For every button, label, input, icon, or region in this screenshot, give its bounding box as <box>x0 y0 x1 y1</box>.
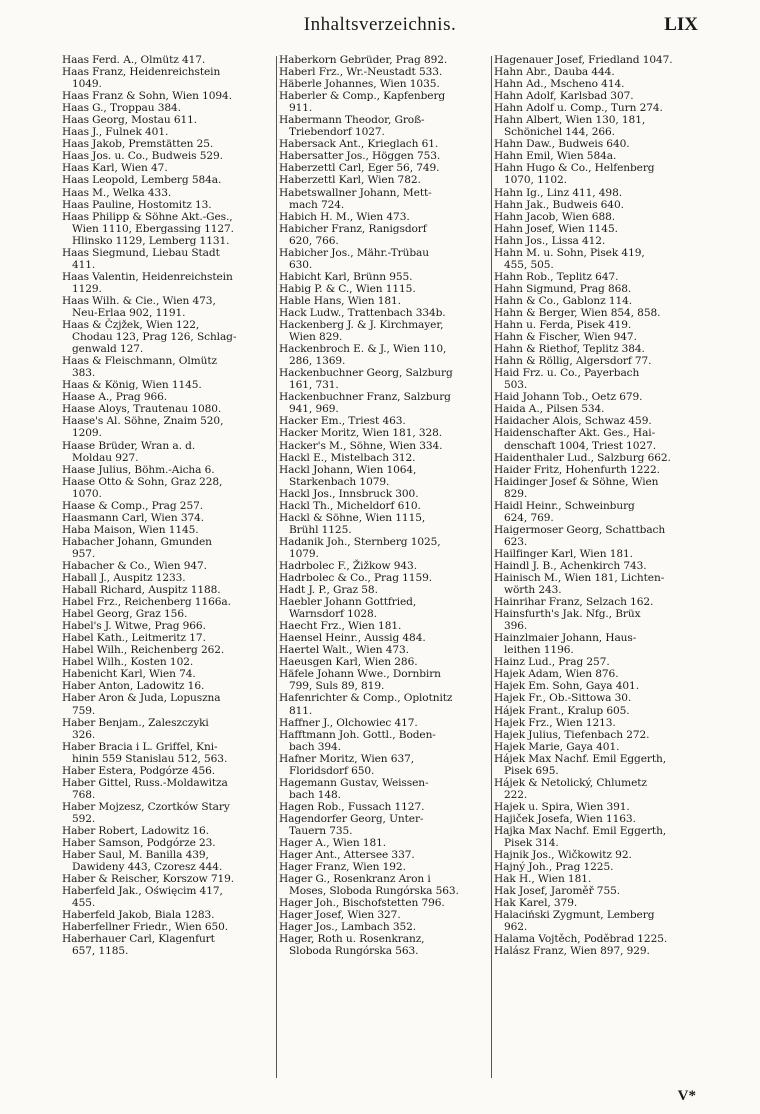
index-entry-line: 657, 1185. <box>72 945 129 958</box>
index-entry-line: Warnsdorf 1028. <box>289 608 377 621</box>
index-entry-line: genwald 127. <box>72 343 144 356</box>
index-entry-line: Haas Leopold, Lemberg 584a. <box>62 174 222 187</box>
index-entry-line: Hahn u. Ferda, Pisek 419. <box>494 319 632 332</box>
index-entry-line: Haberfellner Friedr., Wien 650. <box>62 921 229 934</box>
index-entry-line: Habig P. & C., Wien 1115. <box>279 282 416 295</box>
index-entry-line: Haase Julius, Böhm.-Aicha 6. <box>62 463 215 476</box>
index-entry-line: Hager Josef, Wien 327. <box>279 909 401 922</box>
index-entry-line: Haidenthaler Lud., Salzburg 662. <box>494 451 671 464</box>
index-entry-line: Hahn Adolf, Karlsbad 307. <box>494 90 634 103</box>
index-entry-line: Hackl E., Mistelbach 312. <box>279 451 416 464</box>
index-entry-line: Halaciński Zygmunt, Lemberg <box>494 909 655 922</box>
index-entry-line: Hager Jos., Lambach 352. <box>279 921 417 934</box>
index-entry-line: Habel Georg, Graz 156. <box>62 608 188 621</box>
index-entry-line: Hajný Joh., Prag 1225. <box>494 861 614 874</box>
index-entry-line: Hainz Lud., Prag 257. <box>494 656 610 669</box>
index-entry-line: Haffner J., Olchowiec 417. <box>279 716 418 729</box>
index-entry-line: Haberfeld Jakob, Biala 1283. <box>62 909 215 922</box>
index-entry-line: Hajnik Jos., Wičkowitz 92. <box>494 849 632 862</box>
index-entry-line: Sloboda Rungórska 563. <box>289 945 419 958</box>
index-entry-line: 222. <box>504 788 528 801</box>
index-entry-line: Hainzlmaier Johann, Haus- <box>494 632 637 645</box>
index-entry-line: Hájek Max Nachf. Emil Eggerth, <box>494 752 667 765</box>
index-entry-line: Hahn Josef, Wien 1145. <box>494 222 618 235</box>
index-entry-line: Haertel Walt., Wien 473. <box>279 644 409 657</box>
index-entry-line: Haas Karl, Wien 47. <box>62 162 168 175</box>
index-entry-line: 623. <box>504 535 528 548</box>
index-entry-line: Häfele Johann Wwe., Dornbirn <box>279 668 441 681</box>
index-entry-line: Hacker Moritz, Wien 181, 328. <box>279 427 443 440</box>
index-entry-line: Haber & Reischer, Korszow 719. <box>62 873 235 886</box>
index-entry-line: Hahn Adolf u. Comp., Turn 274. <box>494 102 663 115</box>
index-entry-line: Hajek Julius, Tiefenbach 272. <box>494 728 650 741</box>
index-entry-line: Hager, Roth u. Rosenkranz, <box>279 933 425 946</box>
index-entry-line: Habacher Johann, Gmunden <box>62 535 212 548</box>
index-entry-line: Triebendorf 1027. <box>289 126 385 139</box>
index-entry-line: hinin 559 Stanislau 512, 563. <box>72 752 228 765</box>
index-entry-line: Habacher & Co., Wien 947. <box>62 559 207 572</box>
index-entry-line: 455. <box>72 897 96 910</box>
index-entry-line: Hájek Frant., Kralup 605. <box>494 704 630 717</box>
index-entry-line: Haball J., Auspitz 1233. <box>62 572 186 585</box>
index-entry-line: 411. <box>72 258 96 271</box>
index-column-1 <box>62 54 274 1082</box>
index-entry-line: Hahn Ad., Mscheno 414. <box>494 78 625 91</box>
index-entry-line: Haas Jos. u. Co., Budweis 529. <box>62 150 223 163</box>
index-entry-line: Haecht Frz., Wien 181. <box>279 620 402 633</box>
index-entry-line: Habel's J. Witwe, Prag 966. <box>62 620 206 633</box>
index-entry-line: Habetswallner Johann, Mett- <box>279 186 432 199</box>
index-entry-line: Haas Franz & Sohn, Wien 1094. <box>62 90 232 103</box>
index-entry-line: Hackenberg J. & J. Kirchmayer, <box>279 319 444 332</box>
index-entry-line: Haberl Frz., Wr.-Neustadt 533. <box>279 66 443 79</box>
index-entry-line: Hajek Adam, Wien 876. <box>494 668 619 681</box>
index-entry-line: Habel Wilh., Reichenberg 262. <box>62 644 225 657</box>
index-entry-line: Hahn Emil, Wien 584a. <box>494 150 617 163</box>
index-entry-line: Haas & König, Wien 1145. <box>62 379 202 392</box>
index-entry-line: 1049. <box>72 78 102 91</box>
index-entry-line: Habel Kath., Leitmeritz 17. <box>62 632 206 645</box>
index-entry-line: Haberkorn Gebrüder, Prag 892. <box>279 54 448 66</box>
index-entry-line: Haidinger Josef & Söhne, Wien <box>494 475 659 488</box>
index-entry-line: Haigermoser Georg, Schattbach <box>494 523 666 536</box>
index-entry-line: Häberle Johannes, Wien 1035. <box>279 78 440 91</box>
index-entry-line: Hackenbuchner Franz, Salzburg <box>279 391 451 404</box>
index-entry-line: Hadanik Joh., Sternberg 1025, <box>279 535 441 548</box>
index-entry-line: Hackl Jos., Innsbruck 300. <box>279 487 419 500</box>
index-entry-line: Hajek Frz., Wien 1213. <box>494 716 616 729</box>
index-entry-line: Hagemann Gustav, Weissen- <box>279 776 429 789</box>
index-entry-line: mach 724. <box>289 198 345 211</box>
index-entry-line: Haas Wilh. & Cie., Wien 473, <box>62 294 216 307</box>
index-entry-line: Tauern 735. <box>289 825 353 837</box>
index-entry-line: Haas Siegmund, Liebau Stadt <box>62 246 220 259</box>
index-entry-line: Brühl 1125. <box>289 523 352 536</box>
index-entry-line: Haber Benjam., Zaleszczyki <box>62 716 209 729</box>
index-entry-line: Haid Frz. u. Co., Payerbach <box>494 367 640 380</box>
index-entry-line: Hak Karel, 379. <box>494 897 578 910</box>
index-entry-line: Hacker Em., Triest 463. <box>279 415 406 428</box>
index-entry-line: Hafenrichter & Comp., Oplotnitz <box>279 692 453 705</box>
index-entry-line: Haberzettl Karl, Wien 782. <box>279 174 421 187</box>
index-entry-line: 941, 969. <box>289 403 339 416</box>
index-entry-line: Haas Jakob, Premstätten 25. <box>62 138 214 151</box>
index-entry-line: Hahn M. u. Sohn, Pisek 419, <box>494 246 645 259</box>
index-entry-line: Pisek 695. <box>504 764 559 777</box>
index-entry-line: Haase Brüder, Wran a. d. <box>62 439 196 452</box>
index-entry-line: Haas Philipp & Söhne Akt.-Ges., <box>62 210 233 223</box>
index-entry-line: Haber Bracia i L. Griffel, Kni- <box>62 740 218 753</box>
index-entry-line: Halama Vojtěch, Poděbrad 1225. <box>494 933 668 946</box>
index-entry-line: Hackl & Söhne, Wien 1115, <box>279 511 426 524</box>
index-entry-line: denschaft 1004, Triest 1027. <box>504 439 656 452</box>
index-entry-line: Hahn Abr., Dauba 444. <box>494 66 615 79</box>
index-entry-line: Haberzettl Carl, Eger 56, 749. <box>279 162 440 175</box>
index-entry-line: 455, 505. <box>504 258 554 271</box>
index-entry-line: Wien 829. <box>289 331 343 344</box>
index-entry-line: Hager Franz, Wien 192. <box>279 861 406 874</box>
index-entry-line: Hajek u. Spira, Wien 391. <box>494 800 630 813</box>
index-entry-line: Haber Anton, Ladowitz 16. <box>62 680 205 693</box>
index-entry-line: Hagenauer Josef, Friedland 1047. <box>494 54 673 66</box>
index-entry-line: Haase Otto & Sohn, Graz 228, <box>62 475 223 488</box>
index-entry-line: Hájek & Netolický, Chlumetz <box>494 776 647 789</box>
page-title: Inhaltsverzeichnis. <box>303 14 457 35</box>
index-entry-line: Haber Estera, Podgórze 456. <box>62 764 216 777</box>
index-entry-line: 911. <box>289 102 313 115</box>
index-entry-line: Haase's Al. Söhne, Znaim 520, <box>62 415 224 428</box>
index-entry-line: Haber Aron & Juda, Lopuszna <box>62 692 221 705</box>
index-entry-line: Haindl J. B., Achenkirch 743. <box>494 559 647 572</box>
index-entry-line: Hahn Sigmund, Prag 868. <box>494 282 632 295</box>
index-entry-line: 503. <box>504 379 528 392</box>
index-entry-line: bach 394. <box>289 740 341 753</box>
index-entry-line: Hafner Moritz, Wien 637, <box>279 752 414 765</box>
index-entry-line: 1079. <box>289 547 319 560</box>
index-entry-line: Haida A., Pilsen 534. <box>494 403 605 416</box>
index-entry-line: Haas Pauline, Hostomitz 13. <box>62 198 212 211</box>
index-entry-line: Hahn & Co., Gablonz 114. <box>494 294 633 307</box>
index-entry-line: Hable Hans, Wien 181. <box>279 294 401 307</box>
index-entry-line: Hack Ludw., Trattenbach 334b. <box>279 306 446 319</box>
index-entry-line: Hackl Johann, Wien 1064, <box>279 463 417 476</box>
index-entry-line: Haase Aloys, Trautenau 1080. <box>62 403 222 416</box>
index-entry-line: leithen 1196. <box>504 644 574 657</box>
index-entry-line: Haber Samson, Podgórze 23. <box>62 837 216 850</box>
index-entry-line: Haidacher Alois, Schwaz 459. <box>494 415 652 428</box>
index-entry-line: 1070. <box>72 487 102 500</box>
index-entry-line: Habel Frz., Reichenberg 1166a. <box>62 596 231 609</box>
index-entry-line: Hahn Ig., Linz 411, 498. <box>494 186 622 199</box>
index-entry-line: Hlinsko 1129, Lemberg 1131. <box>72 234 230 247</box>
index-entry-line: Hafftmann Joh. Gottl., Boden- <box>279 728 436 741</box>
index-entry-line: Habich H. M., Wien 473. <box>279 210 410 223</box>
index-entry-line: Haas Franz, Heidenreichstein <box>62 66 221 79</box>
index-columns <box>62 54 698 1082</box>
index-entry-line: Hailfinger Karl, Wien 181. <box>494 547 633 560</box>
index-entry-line: Hahn & Fischer, Wien 947. <box>494 331 637 344</box>
index-entry-line: Haball Richard, Auspitz 1188. <box>62 584 221 597</box>
index-entry-line: Hajka Max Nachf. Emil Eggerth, <box>494 825 667 837</box>
index-entry-line: 759. <box>72 704 96 717</box>
index-entry-line: Hahn & Berger, Wien 854, 858. <box>494 306 661 319</box>
index-entry-line: Moldau 927. <box>72 451 139 464</box>
index-entry-line: 161, 731. <box>289 379 339 392</box>
index-entry-line: Hainsfurth's Jak. Nfg., Brüx <box>494 608 641 621</box>
index-entry-line: Hagen Rob., Fussach 1127. <box>279 800 425 813</box>
index-entry-line: Haberler & Comp., Kapfenberg <box>279 90 446 103</box>
index-entry-line: 620, 766. <box>289 234 339 247</box>
page-header <box>62 14 698 44</box>
index-entry-line: Haasmann Carl, Wien 374. <box>62 511 205 524</box>
index-entry-line: Hak Josef, Jaroměř 755. <box>494 885 620 898</box>
index-entry-line: Haas & Čzjžek, Wien 122, <box>62 319 200 332</box>
index-entry-line: Hahn Daw., Budweis 640. <box>494 138 630 151</box>
index-entry-line: Habicher Jos., Mähr.-Trübau <box>279 246 429 259</box>
index-entry-line: Hager Ant., Attersee 337. <box>279 849 415 862</box>
index-entry-line: Haidenschafter Akt. Ges., Hai- <box>494 427 656 440</box>
index-entry-line: 957. <box>72 547 96 560</box>
index-entry-line: Hadt J. P., Graz 58. <box>279 584 378 597</box>
index-entry-line: bach 148. <box>289 788 341 801</box>
index-entry-line: Haas G., Troppau 384. <box>62 102 181 115</box>
index-entry-line: Habersack Ant., Krieglach 61. <box>279 138 439 151</box>
index-entry-line: Habersatter Jos., Höggen 753. <box>279 150 441 163</box>
index-entry-line: 829. <box>504 487 528 500</box>
index-entry-line: Habermann Theodor, Groß- <box>279 114 425 127</box>
index-entry-line: Hager A., Wien 181. <box>279 837 387 850</box>
index-entry-line: Dawideny 443, Czoresz 444. <box>72 861 223 874</box>
index-entry-line: Hainrihar Franz, Selzach 162. <box>494 596 654 609</box>
index-entry-line: Floridsdorf 650. <box>289 764 375 777</box>
index-entry-line: Hackenbroch E. & J., Wien 110, <box>279 343 447 356</box>
index-entry-line: Haberhauer Carl, Klagenfurt <box>62 933 215 946</box>
index-entry-line: 592. <box>72 812 96 825</box>
index-entry-line: Hajek Marie, Gaya 401. <box>494 740 620 753</box>
index-entry-line: Hagendorfer Georg, Unter- <box>279 812 424 825</box>
index-entry-line: Haber Mojzesz, Czortków Stary <box>62 800 230 813</box>
index-entry-line: Haba Maison, Wien 1145. <box>62 523 199 536</box>
index-entry-line: Hacker's M., Söhne, Wien 334. <box>279 439 443 452</box>
index-entry-line: Hajiček Josefa, Wien 1163. <box>494 812 636 825</box>
page-number: LIX <box>664 14 698 35</box>
index-entry-line: Hahn & Röllig, Algersdorf 77. <box>494 355 652 368</box>
index-entry-line: Haas Valentin, Heidenreichstein <box>62 270 233 283</box>
index-entry-line: Neu-Erlaa 902, 1191. <box>72 306 186 319</box>
index-entry-line: Hahn Jacob, Wien 688. <box>494 210 615 223</box>
index-entry-line: Hackenbuchner Georg, Salzburg <box>279 367 453 380</box>
index-entry-line: 383. <box>72 367 96 380</box>
index-entry-line: Habel Wilh., Kosten 102. <box>62 656 194 669</box>
index-entry-line: Hajek Em. Sohn, Gaya 401. <box>494 680 639 693</box>
index-entry-line: Haber Gittel, Russ.-Moldawitza <box>62 776 228 789</box>
index-entry-line: Habicher Franz, Ranigsdorf <box>279 222 427 235</box>
index-entry-line: Haider Fritz, Hohenfurth 1222. <box>494 463 660 476</box>
index-entry-line: Haas & Fleischmann, Olmütz <box>62 355 217 368</box>
index-entry-line: Haas J., Fulnek 401. <box>62 126 169 139</box>
index-entry-line: Hadrbolec & Co., Prag 1159. <box>279 572 432 585</box>
index-entry-line: Haase A., Prag 966. <box>62 391 168 404</box>
index-entry-line: Hager Joh., Bischofstetten 796. <box>279 897 445 910</box>
index-entry-line: Hager G., Rosenkranz Aron i <box>279 873 431 886</box>
index-entry-line: wörth 243. <box>504 584 562 597</box>
index-entry-line: Hahn Jak., Budweis 640. <box>494 198 624 211</box>
index-entry-line: Hadrbolec F., Žižkow 943. <box>279 559 417 572</box>
index-entry-line: 1129. <box>72 282 102 295</box>
index-entry-line: Habenicht Karl, Wien 74. <box>62 668 196 681</box>
index-entry-line: Haber Saul, M. Banilla 439, <box>62 849 209 862</box>
index-entry-line: Haeusgen Karl, Wien 286. <box>279 656 418 669</box>
index-entry-line: Haas Ferd. A., Olmütz 417. <box>62 54 206 66</box>
index-entry-line: Haidl Heinr., Schweinburg <box>494 499 635 512</box>
index-entry-line: Hahn & Riethof, Teplitz 384. <box>494 343 645 356</box>
index-entry-line: 286, 1369. <box>289 355 346 368</box>
index-entry-line: Hahn Hugo & Co., Helfenberg <box>494 162 655 175</box>
index-entry-line: Haberfeld Jak., Oświęcim 417, <box>62 885 223 898</box>
index-entry-line: 630. <box>289 258 313 271</box>
index-entry-line: 624, 769. <box>504 511 554 524</box>
index-entry-line: Haas M., Welka 433. <box>62 186 172 199</box>
index-entry-line: Pisek 314. <box>504 837 559 850</box>
index-column-3 <box>494 54 706 1082</box>
index-entry-line: Haber Robert, Ladowitz 16. <box>62 825 209 837</box>
index-entry-line: Starkenbach 1079. <box>289 475 390 488</box>
index-entry-line: Hahn Jos., Lissa 412. <box>494 234 606 247</box>
index-entry-line: Chodau 123, Prag 126, Schlag- <box>72 331 237 344</box>
index-entry-line: Habicht Karl, Brünn 955. <box>279 270 413 283</box>
index-entry-line: 799, Suls 89, 819. <box>289 680 385 693</box>
index-entry-line: 396. <box>504 620 528 633</box>
index-entry-line: 1070, 1102. <box>504 174 567 187</box>
index-column-2 <box>279 54 491 1082</box>
signature-mark: V* <box>677 1088 696 1104</box>
index-entry-line: Hajek Fr., Ob.-Sittowa 30. <box>494 692 632 705</box>
index-entry-line: Haebler Johann Gottfried, <box>279 596 417 609</box>
index-entry-line: Haid Johann Tob., Oetz 679. <box>494 391 643 404</box>
index-entry-line: Hackl Th., Micheldorf 610. <box>279 499 421 512</box>
index-entry-line: Wien 1110, Ebergassing 1127. <box>72 222 234 235</box>
index-entry-line: 1209. <box>72 427 102 440</box>
index-entry-line: Halász Franz, Wien 897, 929. <box>494 945 650 958</box>
index-entry-line: Moses, Sloboda Rungórska 563. <box>289 885 459 898</box>
index-entry-line: Hainisch M., Wien 181, Lichten- <box>494 572 665 585</box>
index-entry-line: Hahn Rob., Teplitz 647. <box>494 270 619 283</box>
index-entry-line: Hahn Albert, Wien 130, 181, <box>494 114 646 127</box>
index-entry-line: 962. <box>504 921 528 934</box>
index-entry-line: 768. <box>72 788 96 801</box>
index-entry-line: Haensel Heinr., Aussig 484. <box>279 632 426 645</box>
index-entry-line: 811. <box>289 704 313 717</box>
index-entry-line: Haas Georg, Mostau 611. <box>62 114 198 127</box>
index-entry-line: Schönichel 144, 266. <box>504 126 615 139</box>
index-entry-line: 326. <box>72 728 96 741</box>
index-entry-line: Hak H., Wien 181. <box>494 873 592 886</box>
index-entry-line: Haase & Comp., Prag 257. <box>62 499 203 512</box>
